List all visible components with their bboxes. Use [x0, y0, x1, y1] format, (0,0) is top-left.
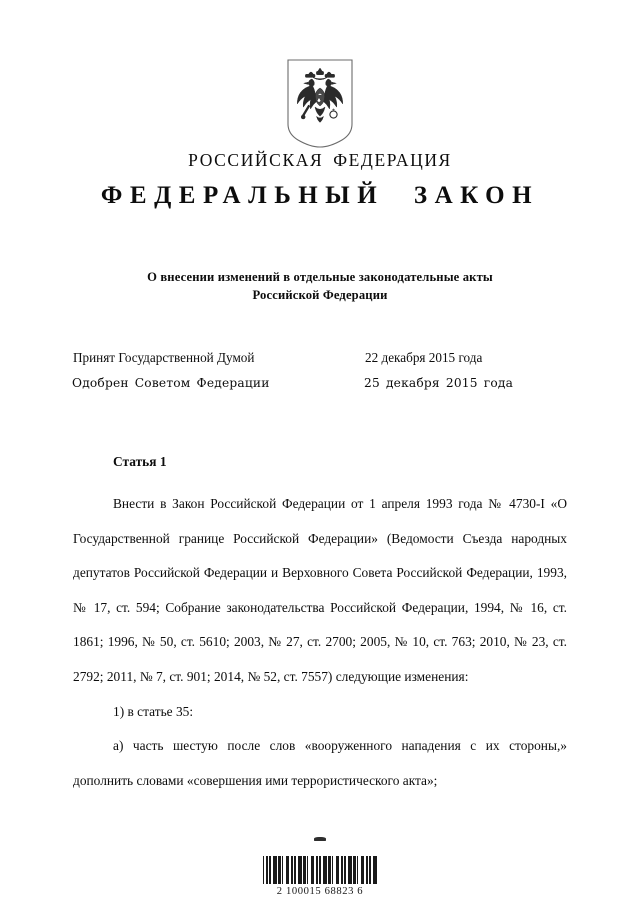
adoption-body-duma: Принят Государственной Думой [73, 350, 255, 365]
barcode-image [263, 856, 377, 884]
adoption-row-duma [73, 350, 573, 376]
adoption-row-federation-council [73, 376, 573, 402]
paragraph-amendment-intro: Внести в Закон Российской Федерации от 1 апреля 1993 года № 4730-I «О Государственной границе Российской Федерации» (Ведомости Съезда народных депутатов Российской Федерации и Верховного Совета Российской Федерации, 1993, № 17, ст. 594; Собрание законодательства Российской Федерации, 1994, № 16, ст. 1861; 1996, № 50, ст. 5610; 2003, № 27, ст. 2700; 2005, № 10, ст. 763; 2010, № 23, ст. 2792; 2011, № 7, ст. 901; 2014, № 52, ст. 7557) следующие изменения: [73, 496, 567, 684]
adoption-date-duma: 22 декабря 2015 года [365, 350, 483, 365]
paragraph-item-1a: а) часть шестую после слов «вооруженного нападения с их стороны,» дополнить словами «совершения ими террористического акта»; [73, 738, 567, 788]
russian-coat-of-arms-icon [286, 58, 354, 148]
subtitle-line-1: О внесении изменений в отдельные законодательные акты [147, 270, 493, 284]
paragraph-item-1: 1) в статье 35: [113, 703, 194, 719]
law-title: ФЕДЕРАЛЬНЫЙ ЗАКОН [100, 182, 540, 209]
adoption-date-federation-council: 25 декабря 2015 года [364, 376, 514, 390]
subtitle-line-2: Российской Федерации [252, 288, 388, 302]
country-title: РОССИЙСКАЯ ФЕДЕРАЦИЯ [188, 150, 452, 170]
article-heading: Статья 1 [113, 454, 167, 469]
article-body [73, 487, 567, 798]
barcode-cap-blob [314, 837, 326, 841]
document-subtitle [95, 268, 545, 304]
adoption-body-federation-council: Одобрен Советом Федерации [72, 376, 270, 390]
barcode-footer [0, 836, 640, 897]
adoption-block [73, 350, 573, 402]
barcode-number: 2 100015 68823 6 [276, 886, 364, 897]
barcode-cap-mark [311, 836, 329, 842]
